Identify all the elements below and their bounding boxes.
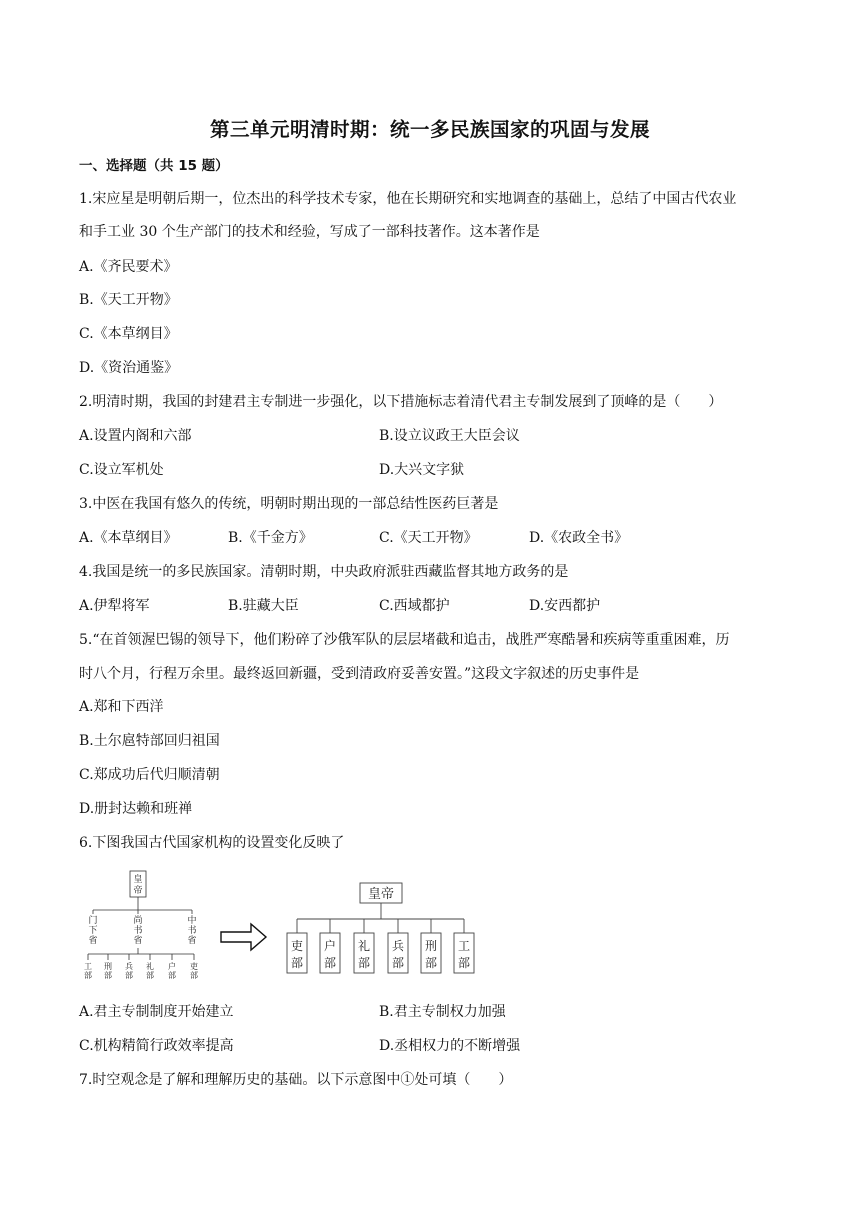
left-middle-labels	[88, 914, 196, 946]
q5-stem-line1: 5.“在首领渥巴锡的领导下，他们粉碎了沙俄军队的层层堵截和追击，战胜严寒酷暑和疾病等重重困难，历	[79, 632, 730, 648]
q2-option-c: C.设立军机处	[79, 462, 164, 478]
q5-option-d: D.册封达赖和班禅	[79, 801, 193, 817]
svg-text:下: 下	[88, 926, 98, 936]
q1-option-a: A.《齐民要术》	[79, 259, 178, 275]
svg-text:书: 书	[187, 926, 197, 936]
svg-text:省: 省	[187, 936, 197, 946]
q2-option-b: B.设立议政王大臣会议	[379, 428, 520, 444]
q6-option-c: C.机构精简行政效率提高	[79, 1038, 234, 1054]
q5-stem-line2: 时八个月，行程万余里。最终返回新疆，受到清政府妥善安置。”这段文字叙述的历史事件是	[79, 666, 640, 682]
svg-text:吏: 吏	[290, 939, 304, 953]
svg-text:部: 部	[391, 956, 405, 970]
svg-text:工: 工	[84, 962, 92, 971]
q3-option-d: D.《农政全书》	[529, 530, 629, 546]
q1-stem-line1: 1.宋应星是明朝后期一，位杰出的科学技术专家，他在长期研究和实地调查的基础上，总结了中国古代农业	[79, 191, 737, 207]
left-emperor-char1: 皇	[133, 875, 143, 885]
svg-text:中: 中	[187, 916, 197, 926]
svg-text:部: 部	[168, 971, 176, 980]
svg-text:吏: 吏	[190, 962, 198, 971]
q4-option-d: D.安西都护	[529, 598, 601, 614]
q1-option-d: D.《资治通鉴》	[79, 360, 179, 376]
q4-option-c: C.西域都护	[379, 598, 450, 614]
svg-text:省: 省	[133, 936, 143, 946]
svg-text:书: 书	[133, 926, 143, 936]
q6-option-a: A.君主专制制度开始建立	[79, 1004, 234, 1020]
q4-stem: 4.我国是统一的多民族国家。清朝时期，中央政府派驻西藏监督其地方政务的是	[79, 564, 569, 580]
q3-option-c: C.《天工开物》	[379, 530, 478, 546]
svg-text:礼: 礼	[357, 939, 371, 953]
q5-option-a: A.郑和下西洋	[79, 699, 164, 715]
svg-text:部: 部	[146, 971, 154, 980]
svg-text:刑: 刑	[424, 939, 438, 953]
q5-option-b: B.土尔扈特部回归祖国	[79, 733, 220, 749]
q1-option-c: C.《本草纲目》	[79, 326, 178, 342]
q4-option-a: A.伊犁将军	[79, 598, 150, 614]
svg-text:门: 门	[88, 916, 98, 926]
government-structure-diagram	[79, 866, 519, 990]
svg-text:兵: 兵	[125, 962, 133, 971]
left-emperor-char2: 帝	[133, 886, 143, 896]
q4-option-b: B.驻藏大臣	[228, 598, 299, 614]
q2-option-a: A.设置内阁和六部	[79, 428, 192, 444]
svg-text:刑: 刑	[104, 962, 112, 971]
q6-option-d: D.丞相权力的不断增强	[379, 1038, 521, 1054]
svg-text:部: 部	[290, 956, 304, 970]
q3-stem: 3.中医在我国有悠久的传统，明朝时期出现的一部总结性医药巨著是	[79, 496, 499, 512]
svg-text:部: 部	[190, 971, 198, 980]
svg-text:工: 工	[457, 939, 471, 953]
svg-text:部: 部	[104, 971, 112, 980]
q5-option-c: C.郑成功后代归顺清朝	[79, 767, 220, 783]
q3-option-b: B.《千金方》	[228, 530, 313, 546]
q1-stem-line2: 和手工业 30 个生产部门的技术和经验，写成了一部科技著作。这本著作是	[79, 224, 540, 240]
q3-option-a: A.《本草纲目》	[79, 530, 178, 546]
svg-text:部: 部	[424, 956, 438, 970]
q6-stem: 6.下图我国古代国家机构的设置变化反映了	[79, 835, 345, 851]
svg-text:兵: 兵	[391, 939, 405, 953]
svg-text:省: 省	[88, 936, 98, 946]
svg-text:户: 户	[323, 939, 337, 953]
page-title: 第三单元明清时期：统一多民族国家的巩固与发展	[209, 118, 650, 141]
q6-option-b: B.君主专制权力加强	[379, 1004, 506, 1020]
svg-text:部: 部	[84, 971, 92, 980]
left-bottom-labels	[84, 961, 198, 980]
svg-text:部: 部	[357, 956, 371, 970]
svg-text:部: 部	[457, 956, 471, 970]
svg-text:部: 部	[125, 971, 133, 980]
transition-arrow	[221, 924, 266, 950]
right-bottom-labels	[291, 938, 470, 970]
svg-text:部: 部	[323, 956, 337, 970]
q7-stem: 7.时空观念是了解和理解历史的基础。以下示意图中①处可填（ ）	[79, 1072, 513, 1088]
right-emperor-label: 皇帝	[367, 887, 395, 902]
q1-option-b: B.《天工开物》	[79, 292, 178, 308]
q2-option-d: D.大兴文字狱	[379, 462, 465, 478]
q2-stem: 2.明清时期，我国的封建君主专制进一步强化，以下措施标志着清代君主专制发展到了顶峰的是（ ）	[79, 394, 723, 410]
svg-text:礼: 礼	[146, 962, 154, 971]
svg-text:尚: 尚	[133, 916, 143, 926]
section-heading: 一、选择题（共 15 题）	[79, 158, 229, 174]
svg-text:户: 户	[168, 962, 176, 971]
